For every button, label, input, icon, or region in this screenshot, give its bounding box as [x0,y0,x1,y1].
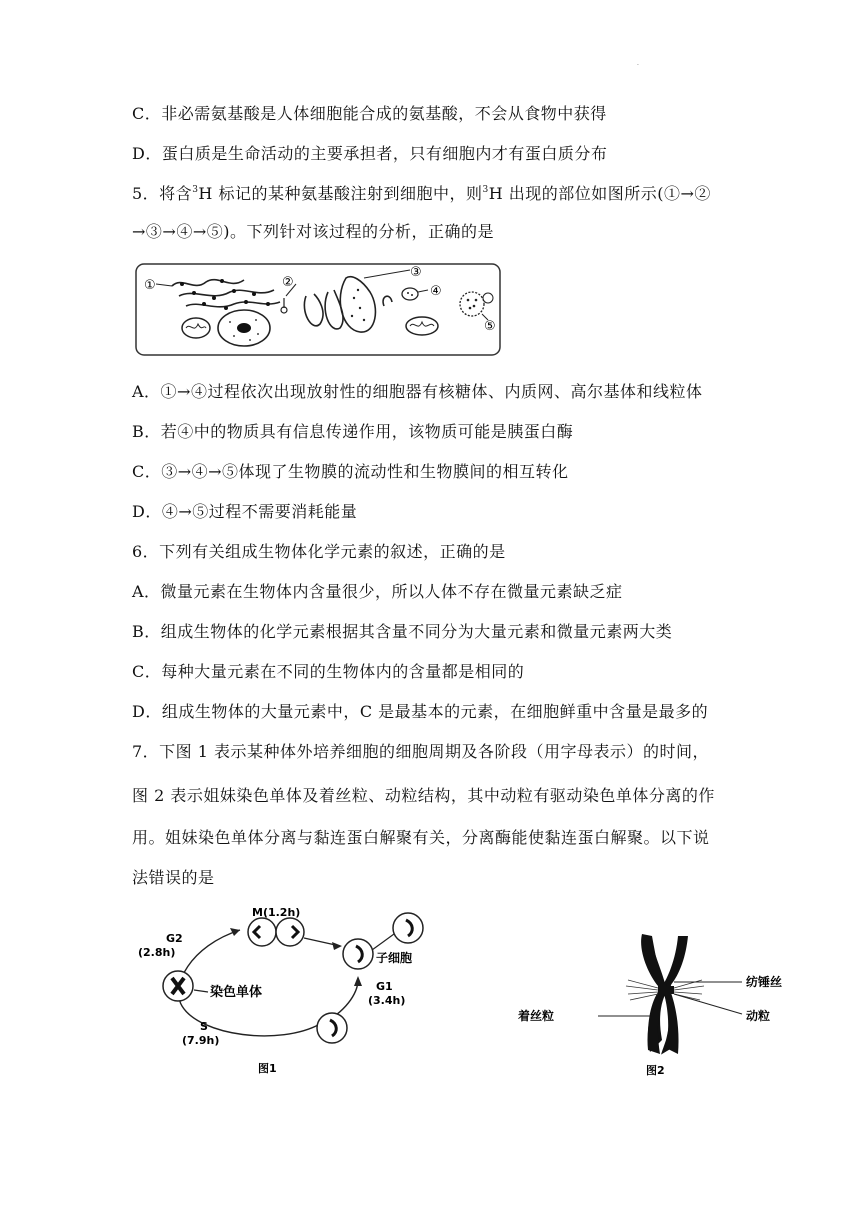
question-7-line3: 用。姐妹染色单体分离与黏连蛋白解聚有关，分离酶能使黏连蛋白解聚。以下说 [132,828,710,847]
q6-option-c: C．每种大量元素在不同的生物体内的含量都是相同的 [132,662,525,681]
q5-superscript-2: 3 [482,185,489,195]
label-g1-time: (3.4h) [368,994,406,1007]
label-kinetochore: 动粒 [746,1009,771,1023]
q5-text-post: H 出现的部位如图所示(①→② [488,184,711,203]
option-d-q4: D．蛋白质是生命活动的主要承担者，只有细胞内才有蛋白质分布 [132,144,608,163]
figure-q5-cell-diagram [134,262,504,358]
label-spindle: 纺锤丝 [746,975,783,989]
q5-superscript-1: 3 [192,185,199,195]
label-m: M(1.2h) [252,906,301,919]
figure-2-caption: 图2 [646,1064,665,1077]
figure-1-caption: 图1 [258,1062,277,1075]
label-s: S [200,1020,208,1033]
label-s-time: (7.9h) [182,1034,220,1047]
question-5-line2: →③→④→⑤)。下列针对该过程的分析，正确的是 [132,222,494,241]
figure-2-chromosome [510,930,810,1080]
label-5: ⑤ [484,319,496,334]
q5-option-a: A．①→④过程依次出现放射性的细胞器有核糖体、内质网、高尔基体和线粒体 [132,382,703,401]
q6-option-a: A．微量元素在生物体内含量很少，所以人体不存在微量元素缺乏症 [132,582,623,601]
q6-option-d: D．组成生物体的大量元素中，C 是最基本的元素，在细胞鲜重中含量是最多的 [132,702,709,721]
option-c-q4: C．非必需氨基酸是人体细胞能合成的氨基酸，不会从食物中获得 [132,104,607,123]
question-6: 6．下列有关组成生物体化学元素的叙述，正确的是 [132,542,506,561]
q6-option-b: B．组成生物体的化学元素根据其含量不同分为大量元素和微量元素两大类 [132,622,673,641]
question-5-line1 [132,184,711,204]
q5-text-mid: H 标记的某种氨基酸注射到细胞中，则 [198,184,483,203]
label-4: ④ [430,284,442,299]
label-g2-time: (2.8h) [138,946,176,959]
q5-text-pre: 5．将含 [132,184,193,203]
q5-option-b: B．若④中的物质具有信息传递作用，该物质可能是胰蛋白酶 [132,422,574,441]
label-g1: G1 [376,980,393,993]
figure-1-cell-cycle [130,906,460,1076]
label-daughter-cell: 子细胞 [376,951,413,965]
question-7-line2: 图 2 表示姐妹染色单体及着丝粒、动粒结构，其中动粒有驱动染色单体分离的作 [132,786,715,805]
label-2: ② [282,275,294,290]
question-7-line1: 7．下图 1 表示某种体外培养细胞的细胞周期及各阶段（用字母表示）的时间， [132,742,710,761]
q5-option-d: D．④→⑤过程不需要消耗能量 [132,502,358,521]
q5-option-c: C．③→④→⑤体现了生物膜的流动性和生物膜间的相互转化 [132,462,569,481]
header-dot: · [637,62,639,69]
question-7-line4: 法错误的是 [132,868,215,887]
label-3: ③ [410,265,422,280]
label-1: ① [144,278,156,293]
label-centromere: 着丝粒 [518,1009,555,1023]
label-chromatid: 染色单体 [210,985,263,1000]
label-g2: G2 [166,932,183,945]
